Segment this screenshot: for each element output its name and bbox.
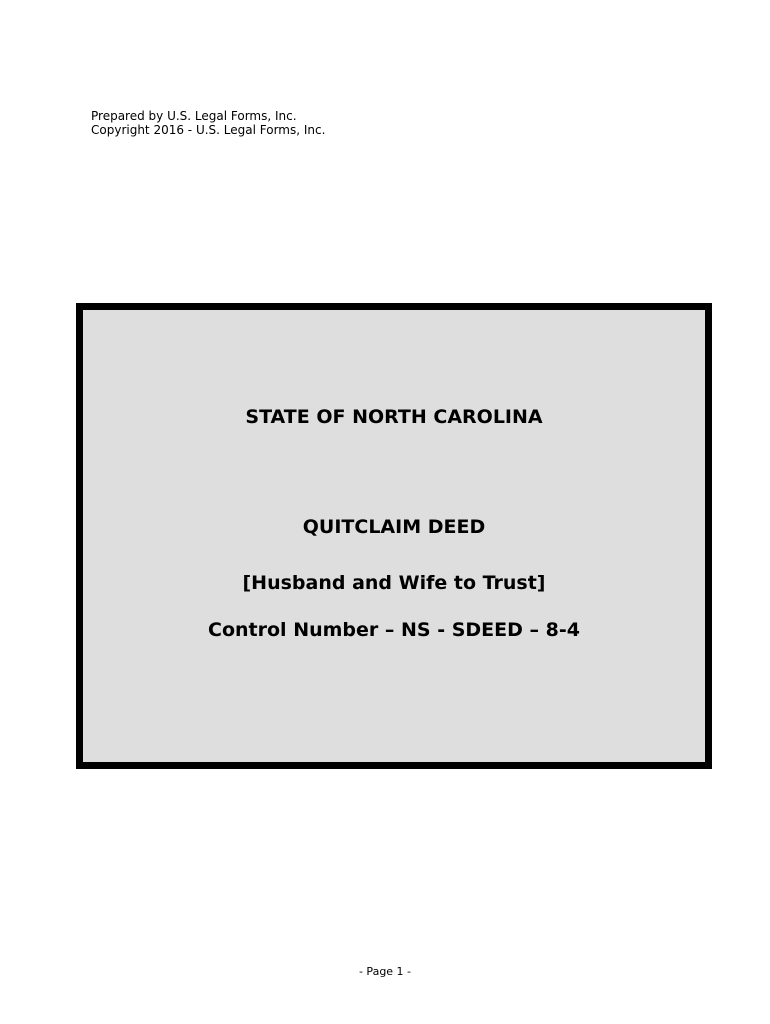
page-number: - Page 1 - [358,965,412,978]
document-title: QUITCLAIM DEED [302,516,486,538]
copyright-text: Copyright 2016 - U.S. Legal Forms, Inc. [91,123,326,137]
control-number: Control Number – NS - SDEED – 8-4 [208,619,580,641]
state-title: STATE OF NORTH CAROLINA [245,406,543,428]
preparer-block [91,109,325,137]
title-box [76,303,712,769]
prepared-by-text: Prepared by U.S. Legal Forms, Inc. [91,109,297,123]
parties-subtitle: [Husband and Wife to Trust] [242,572,546,594]
